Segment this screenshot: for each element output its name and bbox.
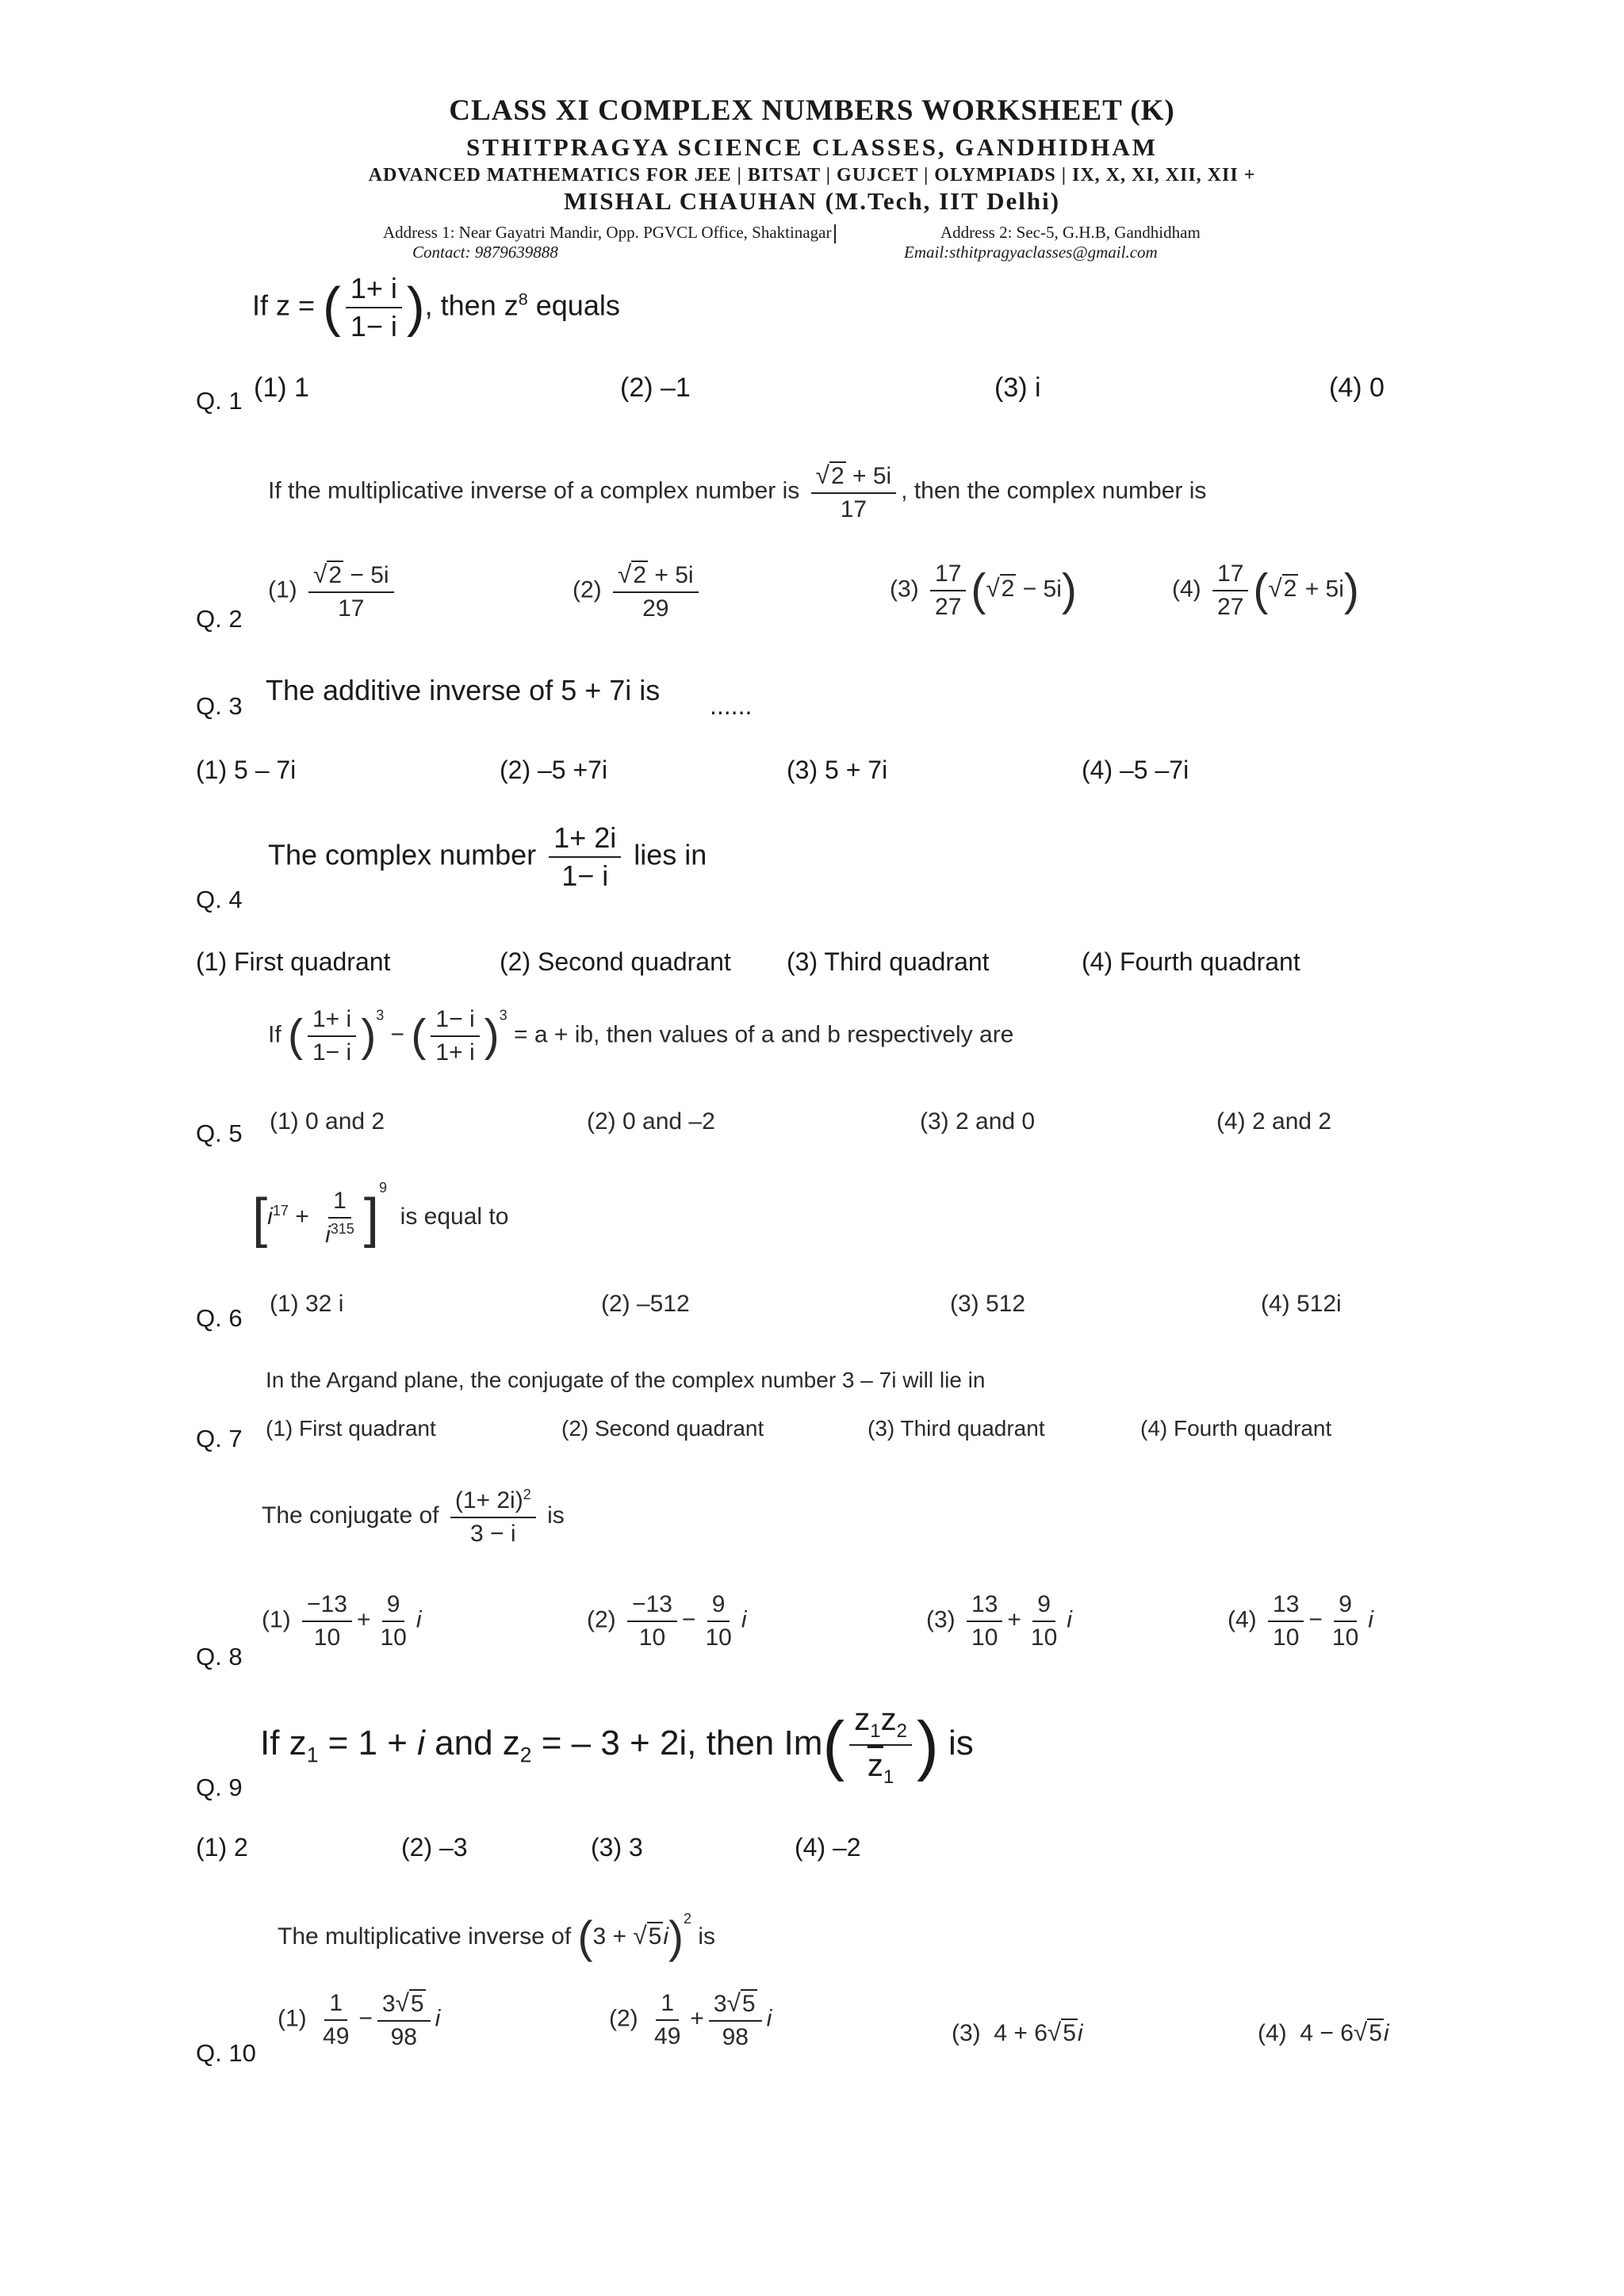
q6-option-3: (3) 512 [950,1291,1026,1317]
q7-option-1: (1) First quadrant [266,1416,436,1441]
address-separator [834,224,836,243]
q10-option-1: (1) $\frac{1}{49}$ − $\frac{3√5}{98}$ i [278,1988,441,2050]
institute-name: STHITPRAGYA SCIENCE CLASSES, GANDHIDHAM [465,133,1159,161]
q1-option-3: (3) i [994,373,1041,403]
q8-option-3: (3) $\frac{13}{10}$ + $\frac{9}{10}$ i [926,1591,1072,1651]
q4-option-3: (3) Third quadrant [787,947,990,976]
q8-option-2: (2) $\frac{-13}{10}$ − $\frac{9}{10}$ i [587,1591,747,1651]
q3-option-3: (3) 5 + 7i [787,756,888,784]
q1-option-4: (4) 0 [1329,373,1385,403]
q10-stem: The multiplicative inverse of $(3 + √5i)^2$ is [278,1911,716,1963]
teacher-name: MISHAL CHAUHAN (M.Tech, IIT Delhi) [563,187,1061,215]
q9-stem: If $z_1 = 1 + i$ and $z_2$ = – 3 + 2i, then Im( $\frac{z_1z_2}{\overline{z}_1}$ ) is [260,1702,974,1789]
q2-label: Q. 2 [196,605,243,633]
q4-option-2: (2) Second quadrant [500,947,731,976]
q7-stem: In the Argand plane, the conjugate of the complex number 3 – 7i will lie in [266,1368,986,1392]
q8-label: Q. 8 [196,1643,243,1670]
q4-option-1: (1) First quadrant [196,947,391,976]
q8-option-1: (1) $\frac{-13}{10}$ + $\frac{9}{10}$ i [262,1591,422,1651]
q1-option-1: (1) 1 [254,373,309,403]
q4-option-4: (4) Fourth quadrant [1082,947,1300,976]
address-1: Address 1: Near Gayatri Mandir, Opp. PGVCL Office, Shaktinagar [383,223,839,243]
q2-option-2: (2) $\frac{√2 + 5i}{29}$ [573,561,703,621]
q9-option-2: (2) –3 [401,1833,468,1862]
q5-option-1: (1) 0 and 2 [270,1108,385,1135]
q1-option-2: (2) –1 [620,373,691,403]
q2-option-3: (3) $\frac{17}{27}$ (√2 − 5i) [890,561,1077,620]
q3-option-4: (4) –5 –7i [1082,756,1189,784]
q5-option-4: (4) 2 and 2 [1216,1108,1332,1135]
q1-stem: If z = ( $\frac{1+ i}{1- i}$ ), then $z^8$ equals [252,272,620,342]
q2-stem: If the multiplicative inverse of a complex number is $\frac{√2 + 5i}{17}$ , then the complex number is [268,461,1207,522]
q9-option-3: (3) 3 [591,1833,643,1862]
q6-option-4: (4) 512i [1261,1291,1342,1317]
q6-label: Q. 6 [196,1304,243,1332]
q3-option-2: (2) –5 +7i [500,756,608,784]
q1-label: Q. 1 [196,387,243,415]
q9-option-1: (1) 2 [196,1833,248,1862]
q4-label: Q. 4 [196,886,243,913]
q3-label: Q. 3 [196,692,243,720]
q2-option-4: (4) $\frac{17}{27}$ (√2 + 5i) [1172,561,1359,620]
contact-email: Email:sthitpragyaclasses@gmail.com [904,243,1158,262]
q2-option-1: (1) $\frac{√2 - 5i}{17}$ [268,561,399,621]
worksheet-title: CLASS XI COMPLEX NUMBERS WORKSHEET (K) [449,94,1175,127]
q8-option-4: (4) $\frac{13}{10}$ − $\frac{9}{10}$ i [1228,1591,1373,1651]
q10-label: Q. 10 [196,2039,256,2067]
q5-label: Q. 5 [196,1119,243,1147]
q7-option-3: (3) Third quadrant [868,1416,1045,1441]
q7-option-2: (2) Second quadrant [561,1416,764,1441]
q4-stem: The complex number $\frac{1+ 2i}{1- i}$ lies in [268,821,707,892]
q7-label: Q. 7 [196,1425,243,1452]
q10-option-3: (3) 4 + 6√5i [952,2018,1083,2046]
q6-stem: [$i^{17}$ + $\frac{1}{i^{315}}$ ]$^9$ is equal to [252,1180,509,1249]
advanced-line: ADVANCED MATHEMATICS FOR JEE | BITSAT | GUJCET | OLYMPIADS | IX, X, XI, XII, XII + [368,165,1256,186]
q5-option-3: (3) 2 and 0 [920,1108,1036,1135]
q10-option-2: (2) $\frac{1}{49}$ + $\frac{3√5}{98}$ i [609,1988,772,2050]
address-2: Address 2: Sec-5, G.H.B, Gandhidham [940,223,1201,242]
contact-number: Contact: 9879639888 [412,243,558,262]
q7-option-4: (4) Fourth quadrant [1140,1416,1332,1441]
q10-option-4: (4) 4 − 6√5i [1258,2018,1389,2046]
q5-option-2: (2) 0 and –2 [587,1108,715,1135]
q3-stem: The additive inverse of 5 + 7i is [266,674,661,706]
q6-option-2: (2) –512 [601,1291,690,1317]
q9-label: Q. 9 [196,1774,243,1801]
q5-stem: If ( $\frac{1+ i}{1- i}$ )$^3$ − ( $\frac{1- i}{1+ i}$ )$^3$ = a + ib, then values of a and b respectively are [268,1006,1014,1066]
q3-dots: ...... [710,691,753,720]
q6-option-1: (1) 32 i [270,1291,344,1317]
q3-option-1: (1) 5 – 7i [196,756,297,784]
q9-option-4: (4) –2 [795,1833,861,1862]
q8-stem: The conjugate of $\frac{(1+ 2i)^2}{3 - i}$ is [262,1487,565,1547]
